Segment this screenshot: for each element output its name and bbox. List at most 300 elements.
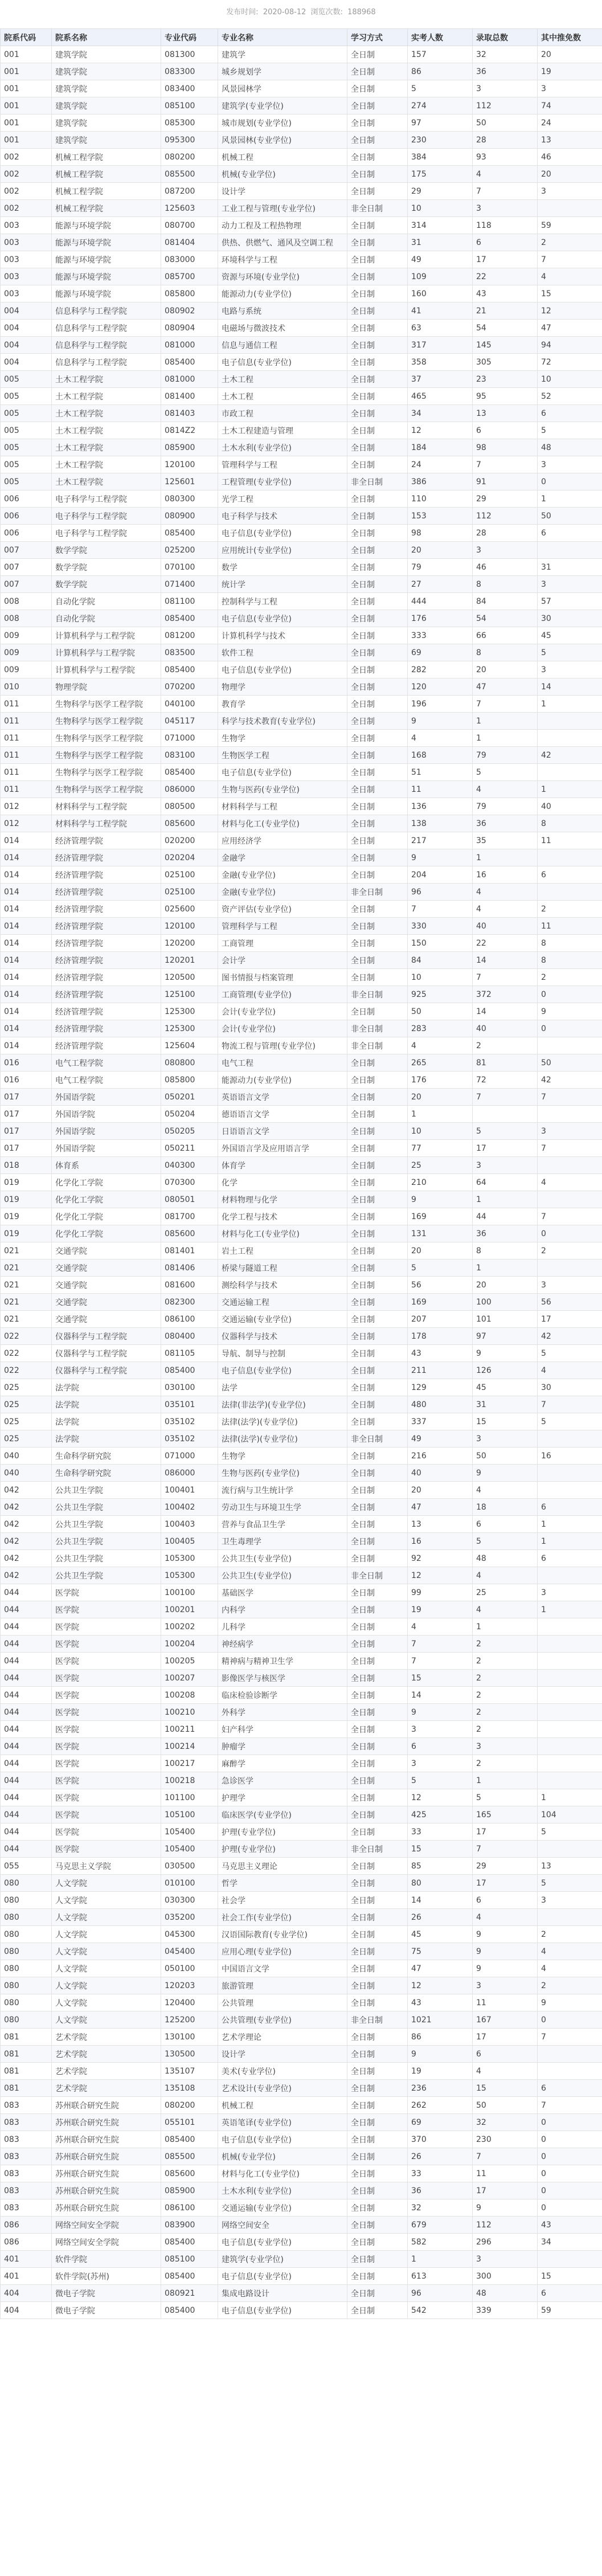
major-code-cell: 081406 xyxy=(161,1260,218,1277)
major-name-cell: 机械工程 xyxy=(218,149,347,166)
dept-code-cell: 081 xyxy=(1,2046,52,2063)
exempt-count-cell: 13 xyxy=(538,1858,602,1875)
study-mode-cell: 全日制 xyxy=(347,1516,408,1533)
exam-count-cell: 9 xyxy=(408,2046,473,2063)
major-name-cell: 法律(非法学)(专业学位) xyxy=(218,1396,347,1413)
major-name-cell: 电子信息(专业学位) xyxy=(218,764,347,781)
major-code-cell: 081700 xyxy=(161,1208,218,1225)
exam-count-cell: 14 xyxy=(408,1687,473,1704)
admit-total-cell: 3 xyxy=(473,80,538,97)
exempt-count-cell xyxy=(538,884,602,901)
exam-count-cell: 613 xyxy=(408,2268,473,2285)
table-row xyxy=(1,1670,602,1687)
study-mode-cell: 全日制 xyxy=(347,798,408,815)
admit-total-cell: 4 xyxy=(473,781,538,798)
major-code-cell: 081100 xyxy=(161,593,218,610)
table-row xyxy=(1,490,602,508)
exam-count-cell: 5 xyxy=(408,80,473,97)
study-mode-cell: 全日制 xyxy=(347,1328,408,1345)
major-code-cell: 125601 xyxy=(161,473,218,490)
study-mode-cell: 全日制 xyxy=(347,781,408,798)
major-name-cell: 妇产科学 xyxy=(218,1721,347,1738)
major-name-cell: 哲学 xyxy=(218,1875,347,1892)
study-mode-cell: 全日制 xyxy=(347,1875,408,1892)
major-code-cell: 071000 xyxy=(161,1448,218,1465)
major-code-cell: 030300 xyxy=(161,1892,218,1909)
dept-code-cell: 008 xyxy=(1,593,52,610)
exam-count-cell: 9 xyxy=(408,1191,473,1208)
col-major-name: 专业名称 xyxy=(218,29,347,46)
table-row xyxy=(1,764,602,781)
study-mode-cell: 全日制 xyxy=(347,1755,408,1772)
admit-total-cell: 300 xyxy=(473,2268,538,2285)
dept-name-cell: 土木工程学院 xyxy=(52,405,161,422)
dept-code-cell: 044 xyxy=(1,1841,52,1858)
major-code-cell: 100204 xyxy=(161,1635,218,1653)
major-name-cell: 土木水利(专业学位) xyxy=(218,2182,347,2199)
major-name-cell: 电子信息(专业学位) xyxy=(218,661,347,678)
major-code-cell: 050100 xyxy=(161,1960,218,1977)
table-row xyxy=(1,610,602,627)
major-name-cell: 电子信息(专业学位) xyxy=(218,354,347,371)
major-name-cell: 工商管理 xyxy=(218,935,347,952)
table-row xyxy=(1,200,602,217)
table-row xyxy=(1,2046,602,2063)
dept-code-cell: 083 xyxy=(1,2131,52,2148)
exam-count-cell: 211 xyxy=(408,1362,473,1379)
exempt-count-cell: 4 xyxy=(538,1174,602,1191)
exempt-count-cell xyxy=(538,1191,602,1208)
exam-count-cell: 176 xyxy=(408,1072,473,1089)
dept-code-cell: 081 xyxy=(1,2063,52,2080)
admit-total-cell: 28 xyxy=(473,525,538,542)
admit-total-cell: 20 xyxy=(473,661,538,678)
dept-code-cell: 401 xyxy=(1,2268,52,2285)
table-row xyxy=(1,1072,602,1089)
exempt-count-cell: 4 xyxy=(538,268,602,285)
exam-count-cell: 4 xyxy=(408,730,473,747)
dept-name-cell: 能源与环境学院 xyxy=(52,217,161,234)
admit-total-cell: 72 xyxy=(473,1072,538,1089)
admit-total-cell: 3 xyxy=(473,1977,538,1994)
major-code-cell: 120200 xyxy=(161,935,218,952)
dept-code-cell: 044 xyxy=(1,1653,52,1670)
major-name-cell: 资产评估(专业学位) xyxy=(218,901,347,918)
admit-total-cell: 7 xyxy=(473,183,538,200)
exam-count-cell: 75 xyxy=(408,1943,473,1960)
study-mode-cell: 全日制 xyxy=(347,405,408,422)
major-name-cell: 日语语言文学 xyxy=(218,1123,347,1140)
exempt-count-cell: 13 xyxy=(538,132,602,149)
exam-count-cell: 79 xyxy=(408,559,473,576)
major-code-cell: 086000 xyxy=(161,781,218,798)
major-name-cell: 汉语国际教育(专业学位) xyxy=(218,1926,347,1943)
dept-code-cell: 019 xyxy=(1,1208,52,1225)
table-row xyxy=(1,730,602,747)
study-mode-cell: 全日制 xyxy=(347,1448,408,1465)
major-name-cell: 生物学 xyxy=(218,1448,347,1465)
major-name-cell: 社会工作(专业学位) xyxy=(218,1909,347,1926)
major-code-cell: 080921 xyxy=(161,2285,218,2302)
dept-code-cell: 083 xyxy=(1,2182,52,2199)
major-name-cell: 材料与化工(专业学位) xyxy=(218,2165,347,2182)
admit-total-cell: 22 xyxy=(473,268,538,285)
dept-code-cell: 083 xyxy=(1,2097,52,2114)
table-row xyxy=(1,644,602,661)
major-code-cell: 0814Z2 xyxy=(161,422,218,439)
table-row xyxy=(1,1755,602,1772)
major-code-cell: 100217 xyxy=(161,1755,218,1772)
table-row xyxy=(1,1943,602,1960)
major-code-cell: 081000 xyxy=(161,337,218,354)
table-row xyxy=(1,832,602,849)
study-mode-cell: 全日制 xyxy=(347,2080,408,2097)
dept-code-cell: 080 xyxy=(1,1875,52,1892)
exempt-count-cell: 50 xyxy=(538,1054,602,1072)
col-exempt-count: 其中推免数 xyxy=(538,29,602,46)
study-mode-cell: 全日制 xyxy=(347,2063,408,2080)
table-row xyxy=(1,63,602,80)
dept-name-cell: 人文学院 xyxy=(52,1994,161,2011)
major-name-cell: 动力工程及工程热物理 xyxy=(218,217,347,234)
exam-count-cell: 138 xyxy=(408,815,473,832)
dept-name-cell: 土木工程学院 xyxy=(52,439,161,456)
major-code-cell: 080400 xyxy=(161,1328,218,1345)
dept-code-cell: 044 xyxy=(1,1772,52,1789)
major-code-cell: 085400 xyxy=(161,661,218,678)
table-row xyxy=(1,1003,602,1020)
dept-name-cell: 苏州联合研究生院 xyxy=(52,2199,161,2217)
study-mode-cell: 全日制 xyxy=(347,2251,408,2268)
exam-count-cell: 7 xyxy=(408,901,473,918)
admit-total-cell: 7 xyxy=(473,456,538,473)
exam-count-cell: 129 xyxy=(408,1379,473,1396)
exam-count-cell: 10 xyxy=(408,969,473,986)
dept-name-cell: 信息科学与工程学院 xyxy=(52,337,161,354)
exam-count-cell: 120 xyxy=(408,678,473,696)
exam-count-cell: 210 xyxy=(408,1174,473,1191)
major-code-cell: 130100 xyxy=(161,2029,218,2046)
major-name-cell: 数学 xyxy=(218,559,347,576)
major-code-cell: 085400 xyxy=(161,610,218,627)
major-name-cell: 电子信息(专业学位) xyxy=(218,2268,347,2285)
exempt-count-cell: 43 xyxy=(538,2217,602,2234)
major-code-cell: 101100 xyxy=(161,1789,218,1806)
dept-code-cell: 002 xyxy=(1,183,52,200)
dept-name-cell: 仪器科学与工程学院 xyxy=(52,1328,161,1345)
admit-total-cell: 48 xyxy=(473,2285,538,2302)
major-code-cell: 085100 xyxy=(161,97,218,115)
dept-name-cell: 外国语学院 xyxy=(52,1106,161,1123)
admit-total-cell: 17 xyxy=(473,251,538,268)
exempt-count-cell: 3 xyxy=(538,183,602,200)
dept-code-cell: 014 xyxy=(1,832,52,849)
major-code-cell: 081400 xyxy=(161,388,218,405)
table-row xyxy=(1,1294,602,1311)
exam-count-cell: 1021 xyxy=(408,2011,473,2029)
table-row xyxy=(1,422,602,439)
study-mode-cell: 全日制 xyxy=(347,1003,408,1020)
exempt-count-cell: 19 xyxy=(538,63,602,80)
table-row xyxy=(1,268,602,285)
major-code-cell: 135107 xyxy=(161,2063,218,2080)
table-row xyxy=(1,115,602,132)
major-code-cell: 020204 xyxy=(161,849,218,866)
study-mode-cell: 全日制 xyxy=(347,2234,408,2251)
admit-total-cell: 9 xyxy=(473,2199,538,2217)
study-mode-cell: 全日制 xyxy=(347,866,408,884)
dept-name-cell: 机械工程学院 xyxy=(52,166,161,183)
dept-name-cell: 机械工程学院 xyxy=(52,149,161,166)
dept-name-cell: 医学院 xyxy=(52,1772,161,1789)
dept-code-cell: 003 xyxy=(1,217,52,234)
study-mode-cell: 全日制 xyxy=(347,1721,408,1738)
study-mode-cell: 非全日制 xyxy=(347,884,408,901)
exempt-count-cell: 3 xyxy=(538,456,602,473)
major-code-cell: 100211 xyxy=(161,1721,218,1738)
admit-total-cell: 20 xyxy=(473,1277,538,1294)
exam-count-cell: 80 xyxy=(408,1875,473,1892)
dept-code-cell: 021 xyxy=(1,1311,52,1328)
dept-name-cell: 网络空间安全学院 xyxy=(52,2217,161,2234)
study-mode-cell: 全日制 xyxy=(347,952,408,969)
table-row xyxy=(1,1208,602,1225)
exam-count-cell: 3 xyxy=(408,1755,473,1772)
study-mode-cell: 非全日制 xyxy=(347,1037,408,1054)
study-mode-cell: 全日制 xyxy=(347,1994,408,2011)
study-mode-cell: 全日制 xyxy=(347,2029,408,2046)
major-code-cell: 086000 xyxy=(161,1465,218,1482)
publish-date: 2020-08-12 xyxy=(263,8,306,17)
dept-name-cell: 数学学院 xyxy=(52,576,161,593)
exempt-count-cell: 0 xyxy=(538,2148,602,2165)
exempt-count-cell: 6 xyxy=(538,1499,602,1516)
table-row xyxy=(1,2199,602,2217)
admit-total-cell: 5 xyxy=(473,764,538,781)
admit-total-cell: 4 xyxy=(473,1482,538,1499)
table-row xyxy=(1,183,602,200)
study-mode-cell: 全日制 xyxy=(347,320,408,337)
table-row xyxy=(1,1618,602,1635)
table-row xyxy=(1,1157,602,1174)
major-name-cell: 化学 xyxy=(218,1174,347,1191)
admit-total-cell xyxy=(473,1106,538,1123)
dept-name-cell: 外国语学院 xyxy=(52,1123,161,1140)
exempt-count-cell: 15 xyxy=(538,285,602,302)
exempt-count-cell xyxy=(538,1687,602,1704)
table-row xyxy=(1,2165,602,2182)
dept-code-cell: 014 xyxy=(1,849,52,866)
dept-code-cell: 001 xyxy=(1,132,52,149)
study-mode-cell: 全日制 xyxy=(347,2268,408,2285)
dept-code-cell: 001 xyxy=(1,46,52,63)
dept-code-cell: 019 xyxy=(1,1174,52,1191)
exempt-count-cell: 6 xyxy=(538,2285,602,2302)
dept-name-cell: 生物科学与医学工程学院 xyxy=(52,696,161,713)
dept-code-cell: 014 xyxy=(1,884,52,901)
admit-total-cell: 3 xyxy=(473,1157,538,1174)
exam-count-cell: 37 xyxy=(408,371,473,388)
table-row xyxy=(1,815,602,832)
exam-count-cell: 49 xyxy=(408,1430,473,1448)
exempt-count-cell: 20 xyxy=(538,46,602,63)
study-mode-cell: 全日制 xyxy=(347,696,408,713)
col-major-code: 专业代码 xyxy=(161,29,218,46)
table-row xyxy=(1,2063,602,2080)
table-row xyxy=(1,1140,602,1157)
exam-count-cell: 40 xyxy=(408,1465,473,1482)
major-code-cell: 070300 xyxy=(161,1174,218,1191)
exempt-count-cell xyxy=(538,1157,602,1174)
admit-total-cell: 6 xyxy=(473,1892,538,1909)
exempt-count-cell: 1 xyxy=(538,1516,602,1533)
dept-name-cell: 医学院 xyxy=(52,1738,161,1755)
major-name-cell: 电子信息(专业学位) xyxy=(218,2131,347,2148)
major-name-cell: 科学与技术教育(专业学位) xyxy=(218,713,347,730)
exempt-count-cell xyxy=(538,1653,602,1670)
exempt-count-cell: 6 xyxy=(538,2080,602,2097)
dept-code-cell: 016 xyxy=(1,1072,52,1089)
admit-total-cell: 36 xyxy=(473,63,538,80)
dept-name-cell: 信息科学与工程学院 xyxy=(52,320,161,337)
exempt-count-cell: 0 xyxy=(538,1020,602,1037)
study-mode-cell: 全日制 xyxy=(347,439,408,456)
major-name-cell: 应用经济学 xyxy=(218,832,347,849)
major-code-cell: 100205 xyxy=(161,1653,218,1670)
major-code-cell: 085400 xyxy=(161,354,218,371)
exam-count-cell: 29 xyxy=(408,183,473,200)
study-mode-cell: 全日制 xyxy=(347,132,408,149)
major-code-cell: 100401 xyxy=(161,1482,218,1499)
major-name-cell: 金融(专业学位) xyxy=(218,884,347,901)
dept-name-cell: 建筑学院 xyxy=(52,97,161,115)
admit-total-cell: 112 xyxy=(473,97,538,115)
table-row xyxy=(1,1653,602,1670)
study-mode-cell: 全日制 xyxy=(347,1106,408,1123)
exam-count-cell: 47 xyxy=(408,1499,473,1516)
exam-count-cell: 86 xyxy=(408,2029,473,2046)
exempt-count-cell: 8 xyxy=(538,952,602,969)
exam-count-cell: 13 xyxy=(408,1516,473,1533)
major-code-cell: 081600 xyxy=(161,1277,218,1294)
table-row xyxy=(1,1567,602,1584)
dept-name-cell: 苏州联合研究生院 xyxy=(52,2182,161,2199)
major-code-cell: 070200 xyxy=(161,678,218,696)
major-code-cell: 080700 xyxy=(161,217,218,234)
major-name-cell: 交通运输(专业学位) xyxy=(218,2199,347,2217)
major-code-cell: 120400 xyxy=(161,1994,218,2011)
major-name-cell: 软件工程 xyxy=(218,644,347,661)
study-mode-cell: 全日制 xyxy=(347,1294,408,1311)
table-row xyxy=(1,1687,602,1704)
dept-name-cell: 医学院 xyxy=(52,1670,161,1687)
dept-code-cell: 022 xyxy=(1,1362,52,1379)
dept-code-cell: 005 xyxy=(1,405,52,422)
exempt-count-cell: 6 xyxy=(538,405,602,422)
major-name-cell: 化学工程与技术 xyxy=(218,1208,347,1225)
exempt-count-cell: 5 xyxy=(538,422,602,439)
dept-code-cell: 083 xyxy=(1,2165,52,2182)
major-name-cell: 机械工程 xyxy=(218,2097,347,2114)
exempt-count-cell xyxy=(538,1567,602,1584)
exam-count-cell: 12 xyxy=(408,1789,473,1806)
dept-code-cell: 044 xyxy=(1,1806,52,1823)
exempt-count-cell xyxy=(538,1755,602,1772)
study-mode-cell: 全日制 xyxy=(347,1242,408,1260)
admit-total-cell: 1 xyxy=(473,730,538,747)
exempt-count-cell: 47 xyxy=(538,320,602,337)
study-mode-cell: 全日制 xyxy=(347,46,408,63)
major-code-cell: 125200 xyxy=(161,2011,218,2029)
dept-name-cell: 外国语学院 xyxy=(52,1089,161,1106)
dept-code-cell: 005 xyxy=(1,456,52,473)
exempt-count-cell xyxy=(538,542,602,559)
table-row xyxy=(1,901,602,918)
exempt-count-cell xyxy=(538,2063,602,2080)
major-name-cell: 中国语言文学 xyxy=(218,1960,347,1977)
major-code-cell: 080904 xyxy=(161,320,218,337)
dept-code-cell: 011 xyxy=(1,747,52,764)
dept-code-cell: 014 xyxy=(1,918,52,935)
table-row xyxy=(1,593,602,610)
dept-code-cell: 005 xyxy=(1,388,52,405)
admit-total-cell: 29 xyxy=(473,490,538,508)
dept-code-cell: 014 xyxy=(1,935,52,952)
table-row xyxy=(1,2268,602,2285)
major-name-cell: 法学 xyxy=(218,1379,347,1396)
admit-total-cell: 8 xyxy=(473,1242,538,1260)
dept-name-cell: 能源与环境学院 xyxy=(52,251,161,268)
dept-name-cell: 人文学院 xyxy=(52,1892,161,1909)
exam-count-cell: 20 xyxy=(408,1242,473,1260)
exam-count-cell: 184 xyxy=(408,439,473,456)
dept-name-cell: 苏州联合研究生院 xyxy=(52,2097,161,2114)
major-name-cell: 导航、制导与控制 xyxy=(218,1345,347,1362)
exam-count-cell: 169 xyxy=(408,1294,473,1311)
dept-name-cell: 建筑学院 xyxy=(52,80,161,97)
dept-code-cell: 006 xyxy=(1,525,52,542)
major-name-cell: 电子科学与技术 xyxy=(218,508,347,525)
exam-count-cell: 196 xyxy=(408,696,473,713)
dept-code-cell: 086 xyxy=(1,2217,52,2234)
study-mode-cell: 全日制 xyxy=(347,422,408,439)
major-name-cell: 风景园林学 xyxy=(218,80,347,97)
table-row xyxy=(1,1977,602,1994)
dept-code-cell: 017 xyxy=(1,1089,52,1106)
admit-total-cell: 3 xyxy=(473,2251,538,2268)
admit-total-cell: 9 xyxy=(473,1926,538,1943)
major-code-cell: 100208 xyxy=(161,1687,218,1704)
exempt-count-cell xyxy=(538,1909,602,1926)
major-name-cell: 桥梁与隧道工程 xyxy=(218,1260,347,1277)
dept-code-cell: 042 xyxy=(1,1482,52,1499)
study-mode-cell: 全日制 xyxy=(347,832,408,849)
major-name-cell: 资源与环境(专业学位) xyxy=(218,268,347,285)
table-row xyxy=(1,456,602,473)
major-name-cell: 法律(法学)(专业学位) xyxy=(218,1430,347,1448)
dept-code-cell: 014 xyxy=(1,969,52,986)
admit-total-cell: 145 xyxy=(473,337,538,354)
dept-name-cell: 生物科学与医学工程学院 xyxy=(52,713,161,730)
major-name-cell: 基础医学 xyxy=(218,1584,347,1601)
study-mode-cell: 全日制 xyxy=(347,559,408,576)
dept-name-cell: 公共卫生学院 xyxy=(52,1482,161,1499)
dept-code-cell: 014 xyxy=(1,1003,52,1020)
table-row xyxy=(1,1960,602,1977)
study-mode-cell: 非全日制 xyxy=(347,1430,408,1448)
major-name-cell: 建筑学(专业学位) xyxy=(218,97,347,115)
major-code-cell: 100202 xyxy=(161,1618,218,1635)
